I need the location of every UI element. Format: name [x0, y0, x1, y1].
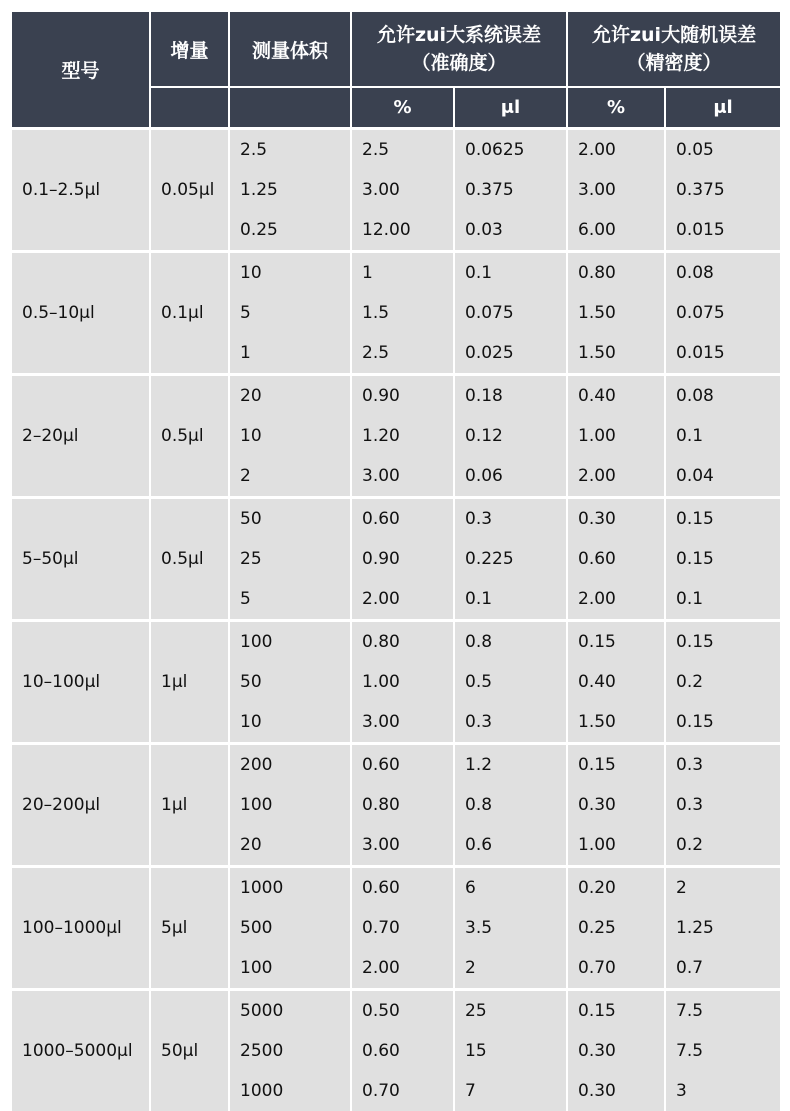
- systematic-percent-cell: 2.5: [351, 333, 454, 375]
- random-percent-cell: 0.40: [567, 662, 665, 702]
- random-ul-cell: 0.15: [665, 702, 781, 744]
- systematic-ul-cell: 0.225: [454, 539, 567, 579]
- random-percent-cell: 0.20: [567, 867, 665, 909]
- systematic-percent-cell: 1: [351, 252, 454, 294]
- random-percent-cell: 0.30: [567, 1031, 665, 1071]
- model-cell: 100–1000μl: [11, 867, 150, 990]
- random-percent-cell: 0.15: [567, 621, 665, 663]
- table-row: [11, 621, 781, 663]
- systematic-ul-cell: 1.2: [454, 744, 567, 786]
- volume-cell: 100: [229, 621, 351, 663]
- systematic-percent-cell: 2.5: [351, 129, 454, 171]
- random-percent-cell: 0.15: [567, 744, 665, 786]
- systematic-percent-cell: 1.5: [351, 293, 454, 333]
- model-cell: 5–50μl: [11, 498, 150, 621]
- systematic-percent-cell: 0.70: [351, 908, 454, 948]
- header-increment-unit-empty: [150, 87, 229, 129]
- header-rand-percent: %: [567, 87, 665, 129]
- systematic-percent-cell: 0.60: [351, 867, 454, 909]
- volume-cell: 100: [229, 785, 351, 825]
- volume-cell: 10: [229, 702, 351, 744]
- header-random-title: 允许zui大随机误差: [591, 24, 757, 46]
- random-ul-cell: 0.1: [665, 416, 781, 456]
- volume-cell: 5000: [229, 990, 351, 1032]
- systematic-percent-cell: 1.00: [351, 662, 454, 702]
- header-systematic-title: 允许zui大系统误差: [376, 24, 542, 46]
- systematic-percent-cell: 3.00: [351, 456, 454, 498]
- table-header: [11, 11, 781, 129]
- systematic-percent-cell: 0.90: [351, 539, 454, 579]
- table-row: [11, 867, 781, 909]
- header-volume-unit-empty: [229, 87, 351, 129]
- systematic-ul-cell: 6: [454, 867, 567, 909]
- header-random-error: [567, 11, 781, 87]
- table-row: [11, 252, 781, 294]
- random-ul-cell: 7.5: [665, 990, 781, 1032]
- random-ul-cell: 0.08: [665, 375, 781, 417]
- volume-cell: 50: [229, 662, 351, 702]
- random-ul-cell: 0.15: [665, 621, 781, 663]
- random-percent-cell: 0.25: [567, 908, 665, 948]
- header-systematic-subtitle: （准确度）: [411, 52, 507, 74]
- volume-cell: 2500: [229, 1031, 351, 1071]
- header-row-main: [11, 11, 781, 87]
- increment-cell: 0.05μl: [150, 129, 229, 252]
- volume-cell: 5: [229, 293, 351, 333]
- systematic-ul-cell: 0.1: [454, 579, 567, 621]
- volume-cell: 50: [229, 498, 351, 540]
- random-ul-cell: 0.7: [665, 948, 781, 990]
- volume-cell: 2: [229, 456, 351, 498]
- random-percent-cell: 0.70: [567, 948, 665, 990]
- systematic-ul-cell: 0.375: [454, 170, 567, 210]
- systematic-percent-cell: 2.00: [351, 948, 454, 990]
- header-sys-ul: μl: [454, 87, 567, 129]
- pipette-spec-table: [10, 10, 782, 1111]
- header-random-subtitle: （精密度）: [626, 52, 722, 74]
- volume-cell: 100: [229, 948, 351, 990]
- random-percent-cell: 1.50: [567, 702, 665, 744]
- systematic-percent-cell: 0.70: [351, 1071, 454, 1111]
- table-row: [11, 498, 781, 540]
- volume-cell: 200: [229, 744, 351, 786]
- systematic-ul-cell: 0.3: [454, 498, 567, 540]
- pipette-spec-table-wrapper: [10, 10, 780, 1111]
- volume-cell: 500: [229, 908, 351, 948]
- random-percent-cell: 0.15: [567, 990, 665, 1032]
- random-ul-cell: 0.05: [665, 129, 781, 171]
- systematic-percent-cell: 12.00: [351, 210, 454, 252]
- random-percent-cell: 0.30: [567, 498, 665, 540]
- systematic-percent-cell: 2.00: [351, 579, 454, 621]
- header-sys-percent: %: [351, 87, 454, 129]
- systematic-ul-cell: 0.025: [454, 333, 567, 375]
- volume-cell: 20: [229, 375, 351, 417]
- random-percent-cell: 1.00: [567, 416, 665, 456]
- systematic-percent-cell: 3.00: [351, 825, 454, 867]
- random-ul-cell: 0.015: [665, 333, 781, 375]
- random-percent-cell: 0.30: [567, 1071, 665, 1111]
- systematic-ul-cell: 0.3: [454, 702, 567, 744]
- volume-cell: 10: [229, 252, 351, 294]
- random-ul-cell: 0.3: [665, 785, 781, 825]
- header-systematic-error: [351, 11, 567, 87]
- table-body: [11, 129, 781, 1111]
- systematic-ul-cell: 0.0625: [454, 129, 567, 171]
- random-ul-cell: 0.1: [665, 579, 781, 621]
- random-percent-cell: 1.50: [567, 293, 665, 333]
- systematic-percent-cell: 0.80: [351, 621, 454, 663]
- model-cell: 20–200μl: [11, 744, 150, 867]
- volume-cell: 20: [229, 825, 351, 867]
- systematic-ul-cell: 2: [454, 948, 567, 990]
- volume-cell: 1000: [229, 867, 351, 909]
- increment-cell: 0.1μl: [150, 252, 229, 375]
- systematic-ul-cell: 0.5: [454, 662, 567, 702]
- volume-cell: 2.5: [229, 129, 351, 171]
- table-row: [11, 129, 781, 171]
- header-model: 型号: [11, 11, 150, 129]
- random-ul-cell: 0.2: [665, 825, 781, 867]
- random-ul-cell: 2: [665, 867, 781, 909]
- systematic-ul-cell: 0.075: [454, 293, 567, 333]
- volume-cell: 1000: [229, 1071, 351, 1111]
- model-cell: 0.5–10μl: [11, 252, 150, 375]
- volume-cell: 10: [229, 416, 351, 456]
- random-percent-cell: 2.00: [567, 129, 665, 171]
- systematic-ul-cell: 0.12: [454, 416, 567, 456]
- random-percent-cell: 1.50: [567, 333, 665, 375]
- systematic-percent-cell: 1.20: [351, 416, 454, 456]
- systematic-ul-cell: 0.1: [454, 252, 567, 294]
- systematic-percent-cell: 0.60: [351, 1031, 454, 1071]
- systematic-ul-cell: 0.8: [454, 785, 567, 825]
- random-percent-cell: 0.80: [567, 252, 665, 294]
- random-ul-cell: 7.5: [665, 1031, 781, 1071]
- systematic-percent-cell: 3.00: [351, 702, 454, 744]
- random-ul-cell: 0.2: [665, 662, 781, 702]
- increment-cell: 50μl: [150, 990, 229, 1111]
- systematic-ul-cell: 0.03: [454, 210, 567, 252]
- random-percent-cell: 2.00: [567, 456, 665, 498]
- volume-cell: 5: [229, 579, 351, 621]
- random-ul-cell: 0.375: [665, 170, 781, 210]
- random-percent-cell: 0.60: [567, 539, 665, 579]
- random-ul-cell: 0.15: [665, 539, 781, 579]
- random-percent-cell: 6.00: [567, 210, 665, 252]
- table-row: [11, 990, 781, 1032]
- systematic-ul-cell: 0.18: [454, 375, 567, 417]
- table-row: [11, 744, 781, 786]
- systematic-ul-cell: 15: [454, 1031, 567, 1071]
- random-percent-cell: 2.00: [567, 579, 665, 621]
- random-ul-cell: 0.08: [665, 252, 781, 294]
- random-percent-cell: 0.30: [567, 785, 665, 825]
- random-ul-cell: 0.075: [665, 293, 781, 333]
- random-ul-cell: 0.3: [665, 744, 781, 786]
- increment-cell: 0.5μl: [150, 375, 229, 498]
- model-cell: 1000–5000μl: [11, 990, 150, 1111]
- header-increment: 增量: [150, 11, 229, 87]
- random-ul-cell: 0.015: [665, 210, 781, 252]
- random-percent-cell: 0.40: [567, 375, 665, 417]
- systematic-ul-cell: 0.6: [454, 825, 567, 867]
- systematic-percent-cell: 3.00: [351, 170, 454, 210]
- systematic-percent-cell: 0.80: [351, 785, 454, 825]
- systematic-ul-cell: 25: [454, 990, 567, 1032]
- systematic-ul-cell: 3.5: [454, 908, 567, 948]
- volume-cell: 0.25: [229, 210, 351, 252]
- increment-cell: 0.5μl: [150, 498, 229, 621]
- header-volume: 测量体积: [229, 11, 351, 87]
- systematic-ul-cell: 0.06: [454, 456, 567, 498]
- random-ul-cell: 3: [665, 1071, 781, 1111]
- systematic-percent-cell: 0.90: [351, 375, 454, 417]
- increment-cell: 1μl: [150, 744, 229, 867]
- random-percent-cell: 3.00: [567, 170, 665, 210]
- random-percent-cell: 1.00: [567, 825, 665, 867]
- systematic-ul-cell: 0.8: [454, 621, 567, 663]
- volume-cell: 1: [229, 333, 351, 375]
- model-cell: 10–100μl: [11, 621, 150, 744]
- random-ul-cell: 1.25: [665, 908, 781, 948]
- increment-cell: 5μl: [150, 867, 229, 990]
- model-cell: 2–20μl: [11, 375, 150, 498]
- random-ul-cell: 0.04: [665, 456, 781, 498]
- table-row: [11, 375, 781, 417]
- volume-cell: 1.25: [229, 170, 351, 210]
- systematic-percent-cell: 0.50: [351, 990, 454, 1032]
- systematic-percent-cell: 0.60: [351, 744, 454, 786]
- random-ul-cell: 0.15: [665, 498, 781, 540]
- systematic-percent-cell: 0.60: [351, 498, 454, 540]
- systematic-ul-cell: 7: [454, 1071, 567, 1111]
- increment-cell: 1μl: [150, 621, 229, 744]
- model-cell: 0.1–2.5μl: [11, 129, 150, 252]
- volume-cell: 25: [229, 539, 351, 579]
- header-rand-ul: μl: [665, 87, 781, 129]
